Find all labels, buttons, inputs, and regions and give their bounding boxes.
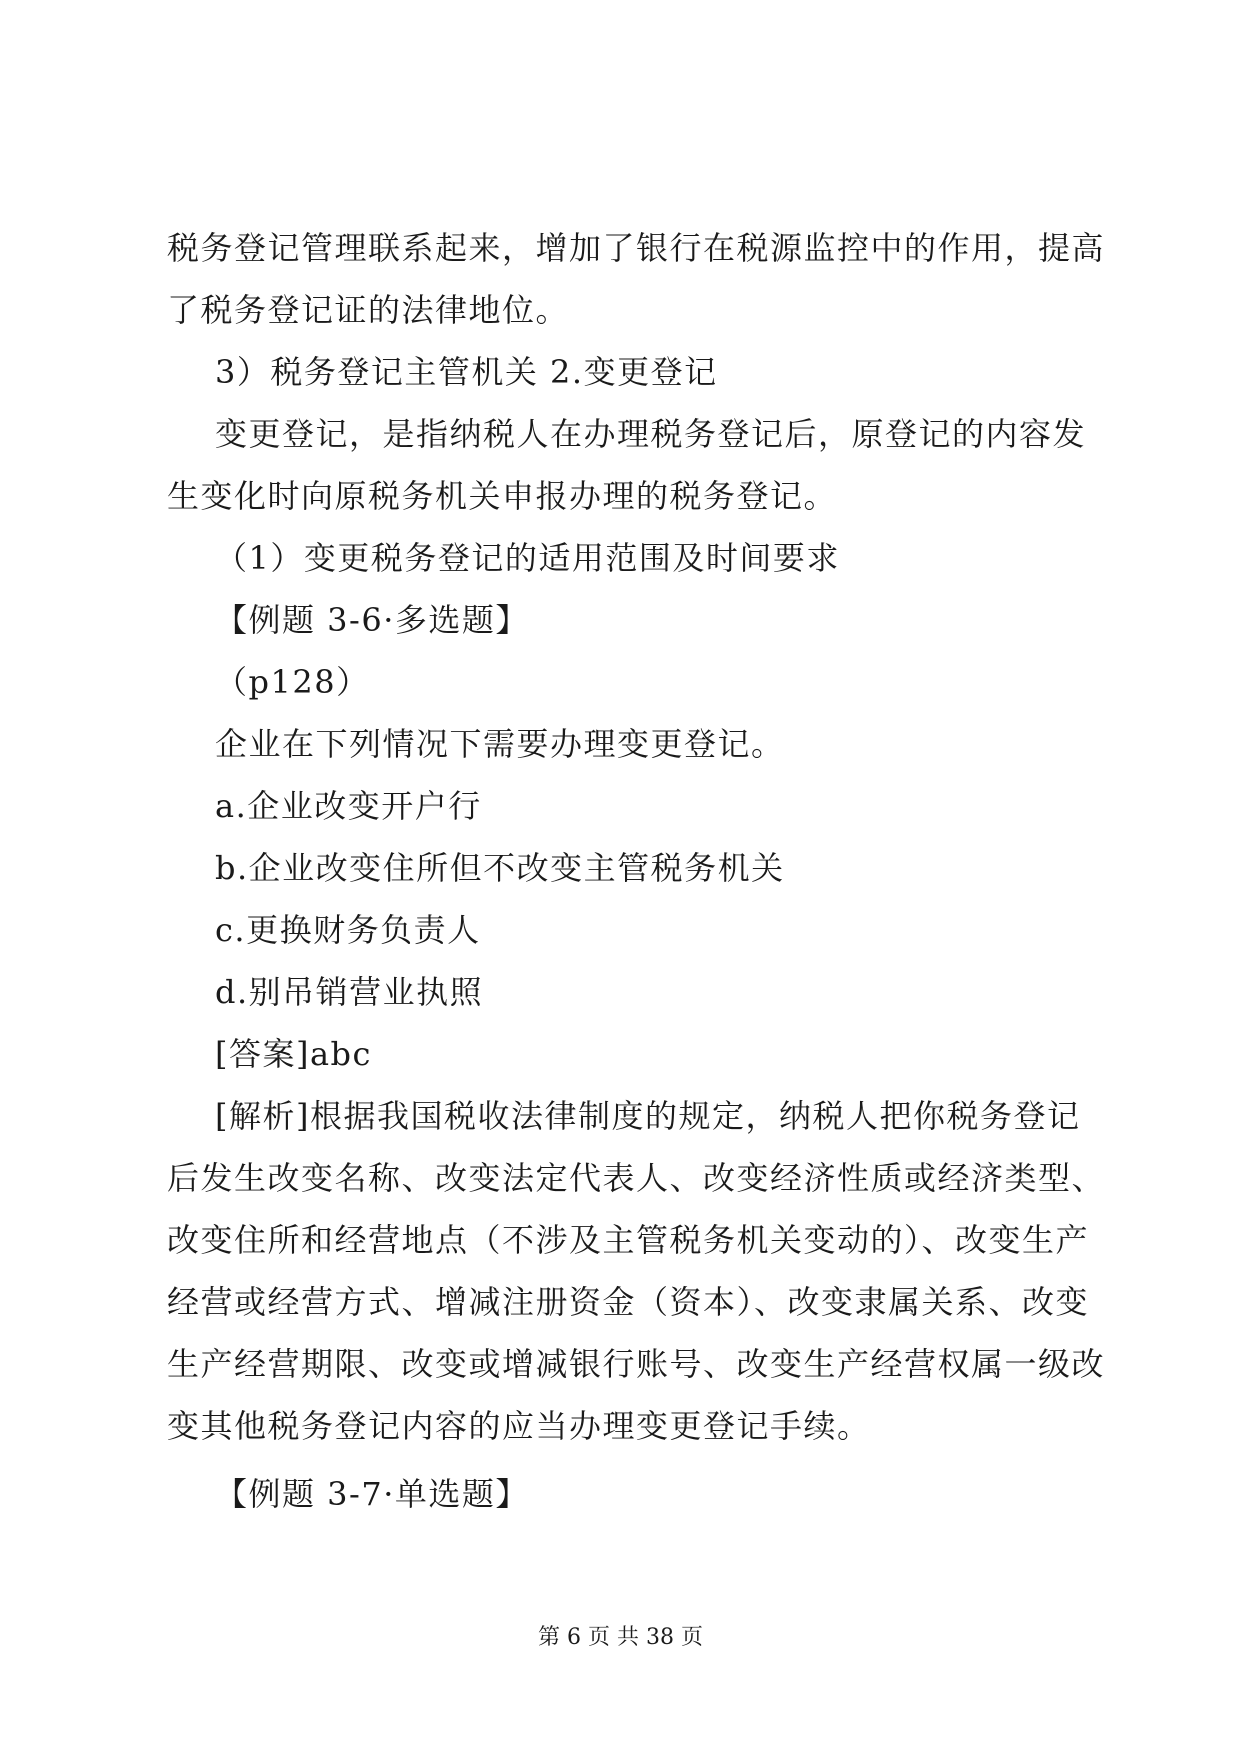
option-d: d.别吊销营业执照: [215, 973, 484, 1011]
option-b: b.企业改变住所但不改变主管税务机关: [215, 849, 785, 887]
example-title: 【例题 3-7·单选题】: [215, 1475, 529, 1513]
section-heading: 3）税务登记主管机关 2.变更登记: [215, 353, 718, 391]
analysis-line: [解析]根据我国税收法律制度的规定，纳税人把你税务登记: [215, 1097, 1081, 1135]
question-text: 企业在下列情况下需要办理变更登记。: [215, 725, 785, 763]
option-c: c.更换财务负责人: [215, 911, 481, 949]
analysis-line: 变其他税务登记内容的应当办理变更登记手续。: [167, 1407, 871, 1445]
option-a: a.企业改变开户行: [215, 787, 482, 825]
analysis-line: 经营或经营方式、增减注册资金（资本）、改变隶属关系、改变: [167, 1283, 1090, 1321]
paragraph-line: 生变化时向原税务机关申报办理的税务登记。: [167, 477, 838, 515]
analysis-line: 后发生改变名称、改变法定代表人、改变经济性质或经济类型、: [167, 1159, 1106, 1197]
document-body: [167, 228, 1106, 1514]
page-number-label: 第 6 页 共 38 页: [538, 1625, 703, 1650]
analysis-line: 生产经营期限、改变或增减银行账号、改变生产经营权属一级改: [167, 1345, 1106, 1383]
page-reference: （p128）: [215, 663, 370, 701]
paragraph-line: 变更登记，是指纳税人在办理税务登记后，原登记的内容发: [215, 415, 1087, 453]
section-heading: （1）变更税务登记的适用范围及时间要求: [215, 539, 840, 577]
answer-text: [答案]abc: [215, 1035, 372, 1073]
paragraph-line: 了税务登记证的法律地位。: [167, 291, 570, 329]
paragraph-line: 税务登记管理联系起来，增加了银行在税源监控中的作用，提高: [167, 229, 1106, 267]
page-footer: [0, 1624, 1241, 1652]
example-title: 【例题 3-6·多选题】: [215, 601, 529, 639]
analysis-line: 改变住所和经营地点（不涉及主管税务机关变动的）、改变生产: [167, 1221, 1090, 1259]
